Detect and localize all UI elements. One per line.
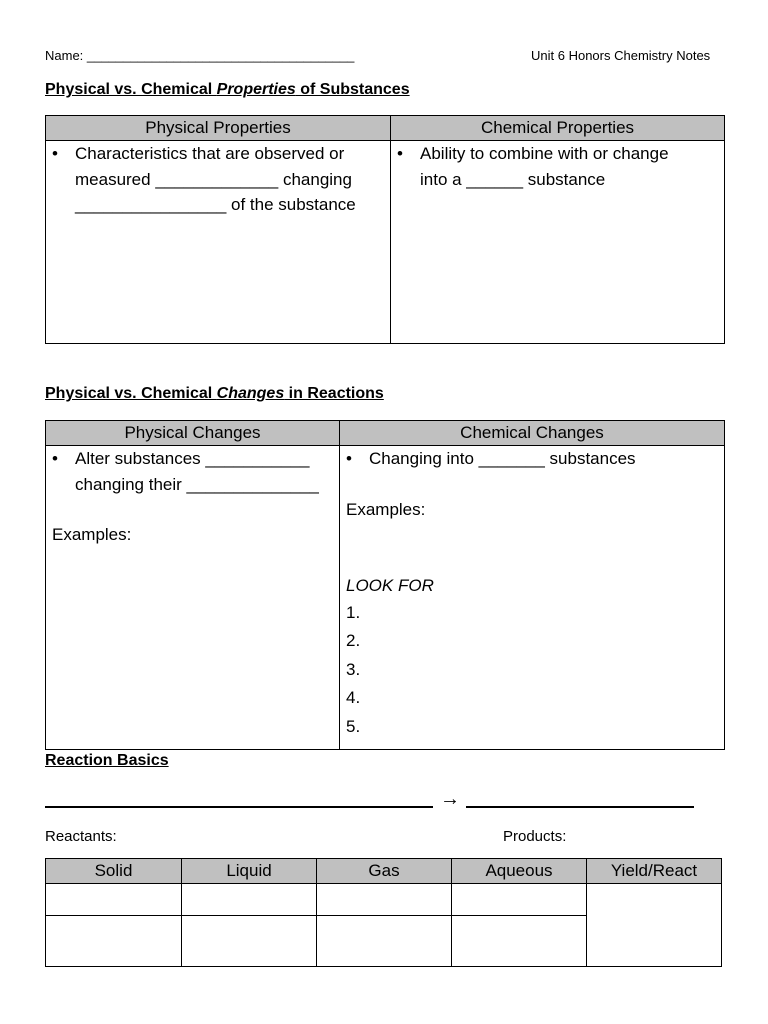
chemical-properties-cell [391,141,725,344]
table-cell [182,916,317,967]
column-header-aqueous: Aqueous [452,859,587,884]
text-line: into a ______ substance [420,169,606,189]
states-table [45,858,722,967]
column-header-solid: Solid [46,859,182,884]
text-line: ________________ of the substance [75,195,356,214]
list-item [46,446,339,497]
list-item [46,141,390,218]
reactants-label: Reactants: [45,828,117,845]
heading-emphasis: Changes [216,385,285,402]
list-number: 3. [346,659,361,679]
reactants-blank-line [45,806,433,808]
physical-changes-cell [46,446,340,750]
table-cell [452,916,587,967]
chemical-changes-header: Chemical Changes [340,421,725,446]
physical-properties-header: Physical Properties [46,116,391,141]
bullet-icon: • [397,144,403,163]
physical-changes-header: Physical Changes [46,421,340,446]
changes-table [45,420,725,750]
heading-text: Physical vs. Chemical [45,81,217,98]
list-item [391,141,724,192]
table-cell [452,884,587,916]
list-number: 2. [346,631,361,650]
column-header-gas: Gas [317,859,452,884]
examples-label: Examples: [52,525,132,544]
table-cell [587,884,722,967]
name-field-label: Name: _____________________________________ [45,48,355,63]
bullet-icon: • [52,144,58,163]
table-cell [182,884,317,916]
properties-table [45,115,725,344]
heading-emphasis: Properties [216,81,296,98]
list-number: 4. [346,688,361,707]
section-heading-changes [45,385,384,403]
text-line: Changing into _______ substances [369,449,636,468]
text-line: measured _____________ changing [75,169,352,189]
table-cell [317,884,452,916]
section-heading-properties [45,81,410,99]
examples-label: Examples: [346,499,426,519]
look-for-label: LOOK FOR [346,576,434,595]
physical-properties-cell [46,141,391,344]
table-cell [46,884,182,916]
products-blank-line [466,806,694,808]
column-header-liquid: Liquid [182,859,317,884]
text-line: Characteristics that are observed or [75,144,345,163]
unit-title: Unit 6 Honors Chemistry Notes [531,48,711,63]
text-line: changing their ______________ [75,474,319,494]
bullet-icon: • [52,449,58,468]
table-cell [317,916,452,967]
heading-text: of Substances [295,81,410,98]
look-for-list [340,599,724,742]
products-label: Products: [503,828,567,845]
yield-arrow-icon: → [440,788,460,810]
chemical-properties-header: Chemical Properties [391,116,725,141]
list-number: 1. [346,602,361,622]
text-line: Ability to combine with or change [420,144,669,163]
text-line: Alter substances ___________ [75,449,310,468]
section-heading-reaction-basics: Reaction Basics [45,752,169,769]
chemical-changes-cell [340,446,725,750]
bullet-icon: • [346,449,352,468]
heading-text: in Reactions [284,385,384,402]
column-header-yield-react: Yield/React [587,859,722,884]
list-item [340,446,724,472]
heading-text: Physical vs. Chemical [45,385,217,402]
table-cell [46,916,182,967]
list-number: 5. [346,716,361,736]
